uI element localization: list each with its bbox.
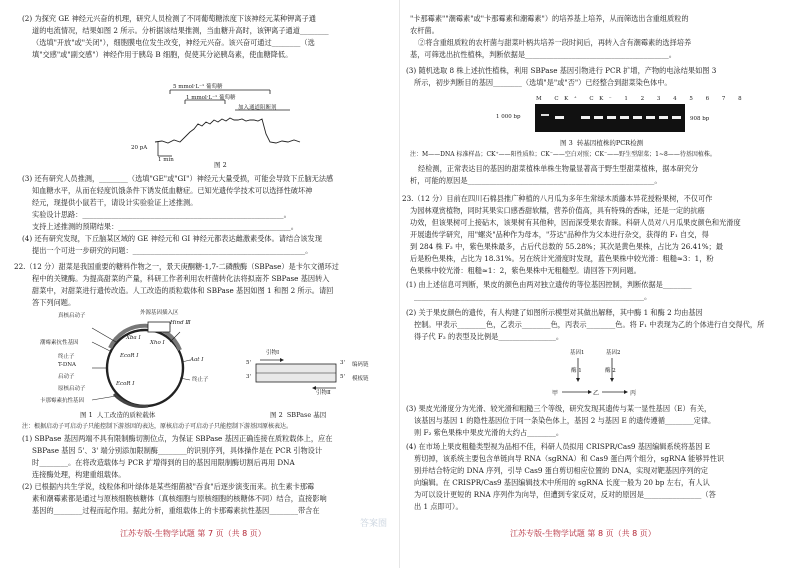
- gel-band-8: [672, 116, 681, 119]
- q22-2-cont-line-3: ②将含重组质粒的农杆菌与甜菜叶柄共培养一段时间后，再转入含有潮霉素的选择培养: [418, 38, 692, 47]
- gel-band-2: [594, 116, 603, 119]
- q23-line-3: 功效，但该果树可上接砧木，该果树有其他种，因而深受果农青睐。科研人员对八月瓜果皮颜色和光滑度: [410, 218, 741, 227]
- watermark-logo: 答案圈: [360, 519, 388, 529]
- q22-1-line-1: (1) SBPase 基因两端不具有限制酶切割位点，为保证 SBPase 基因正确连接在质粒载体上，应在: [22, 434, 333, 443]
- figure-note: 注：根据启动子可启动子只能控制下游基因的表达，原核启动子可启动子只能控制下游基因原核表达。: [22, 423, 293, 430]
- pathway-yi: 乙: [593, 390, 600, 397]
- plasmid-label-14: 原核启动子: [58, 386, 86, 392]
- gel-lane-labels: M CK⁺ CK⁻ 1 2 3 4 5 6 7 8: [536, 96, 748, 102]
- q21-3-line-4: 实验设计思路：________________________________________________________。: [32, 210, 291, 219]
- q21-4-line-2: 提出一个可进一步研究的问题：________________________________________________。: [32, 246, 313, 255]
- q22-2-line-1: (2) 已根据内共生学说，线粒体和叶绿体是某些细菌被"吞食"后逐步演变而来。抗生素卡那霉: [22, 482, 315, 491]
- q21-4-line-1: (4) 还有研究发现，下丘脑某区域的 GE 神经元和 GI 神经元都表达雌激素受体。请结合该发现: [22, 234, 322, 243]
- gene-label-5p-top: 5': [246, 360, 252, 366]
- q21-3-line-5: 支持上述推测的预期结果：________________________________________________。: [32, 222, 298, 231]
- gene-label-template: 模板链: [352, 376, 369, 382]
- plasmid-label-9: EcoR Ⅰ: [120, 353, 139, 359]
- plasmid-label-13: 卡那霉素抗性基因: [40, 398, 85, 404]
- plasmid-label-12: EcoR Ⅰ: [116, 381, 135, 387]
- q23-1-line-1: (1) 由上述信息可判断，果皮的颜色由两对独立遗传的等位基因控制，判断依据是________: [406, 280, 692, 289]
- plasmid-label-6: Aat Ⅰ: [190, 357, 204, 363]
- q23-line-6: 后是粉色果株，占比为 18.31%。另在统计光滑度时发现，蓝色果株中较光滑：粗糙≈3：1，粉: [410, 254, 714, 263]
- q22-3-line-2: 所示，初步判断目的基因________（选填"是"或"否"）已经整合到甜菜染色体中。: [414, 78, 672, 87]
- pathway-bing: 丙: [630, 390, 637, 397]
- gene-label-5p-bottom: 5': [340, 374, 346, 380]
- plasmid-label-0: 真核启动子: [58, 313, 86, 319]
- q21-3-line-1: (3) 还有研究人员推测，________（选填"GE"或"GI"）神经元大量受损，可能会导致下丘脑无法感: [22, 174, 334, 183]
- gel-marker-label: 1 000 bp: [496, 114, 521, 120]
- graph-label-1mmol: 1 mmol·L⁻¹ 葡萄糖: [186, 95, 236, 101]
- figure-1-caption: 图 1 人工改造的质粒载体: [80, 411, 156, 419]
- plasmid-label-4: Xba Ⅰ: [126, 335, 141, 341]
- q22-3-result-line-1: 经检测，正常表达目的基因的甜菜植株单株生物量显著高于野生型甜菜植株，据本研究分: [418, 164, 699, 173]
- q22-3-line-1: (3) 随机选取 8 株上述抗性植株，利用 SBPase 基因引物进行 PCR 扩增，产物的电泳结果如图 3: [406, 66, 717, 75]
- footer-page-8: 江苏专版-生物学试题 第 8 页（共 8 页）: [510, 529, 656, 538]
- q23-4-line-5: 为可以设计更短的 RNA 序列作为向导，但遭到专家反对，反对的原因是________________（答: [414, 490, 716, 499]
- q23-line-2: 为园林观赏植物，同时其果实口感香甜软糯，营养价值高，具有特殊的香味，还是一定的抗癌: [410, 206, 705, 215]
- graph-scale-x: 1 min: [158, 157, 174, 163]
- gene-label-coding: 编码链: [352, 362, 369, 368]
- gel-band-7: [659, 116, 668, 119]
- q23-4-line-6: 出 1 点即可）。: [414, 502, 463, 511]
- gel-image: [535, 104, 685, 132]
- plasmid-label-1: 外源基因插入区: [140, 310, 179, 316]
- gel-caption: 图 3 转基因植株的PCR检测: [560, 139, 644, 147]
- q21-2-line-3: （选填"开放"或"关闭"），细胞膜电位发生改变，神经元兴奋。该兴奋可通过________（选: [32, 38, 315, 47]
- figure-2-caption: 图 2 SBPase 基因: [270, 411, 327, 419]
- q23-line-7: 色果株中较光滑：粗糙≈1：2，紫色果株中无粗糙型。请回答下列问题。: [410, 266, 641, 275]
- q22-2-cont-line-2: 农杆菌。: [410, 26, 439, 35]
- gel-band-3: [607, 116, 616, 119]
- pathway-enzyme-1: 酶 1: [571, 368, 582, 374]
- pathway-enzyme-2: 酶 2: [605, 368, 616, 374]
- footer-page-7: 江苏专版-生物学试题 第 7 页（共 8 页）: [120, 529, 266, 538]
- q22-2-line-3: 基因的________过程而起作用。据此分析，重组载体上的卡那霉素抗性基因________带含在: [32, 506, 320, 515]
- q22-2-cont-line-4: 基，可筛选出抗性植株，判断依据是________________________________________。: [410, 50, 676, 59]
- q23-3-line-1: (3) 果皮光滑度分为光滑、较光滑和粗糙三个等级，研究发现其遗传与某一显性基因（E）有关，: [406, 404, 712, 413]
- q23-4-line-2: 剪切掉，该系统主要包含单链向导 RNA（sgRNA）和 Cas9 蛋白两个组分，sgRNA 能够异性识: [414, 454, 725, 463]
- q23-1-line-2: ________________________________________________________________。: [414, 292, 652, 301]
- gel-marker-band: [541, 114, 549, 116]
- q22-line-2: 程中的关键酶。为提高甜菜的产量，科研工作者利用农杆菌转化法将拟南芥 SBPase 基因转入: [32, 274, 330, 283]
- graph-scale-y: 20 pA: [131, 145, 148, 151]
- plasmid-label-11: 启动子: [58, 374, 75, 380]
- q21-2-line-1: (2) 为探究 GE 神经元兴奋的机理，研究人员检测了不同葡萄糖浓度下该神经元某种钾离子通: [22, 14, 316, 23]
- q22-1-line-2: SBPase 基因 5'、3' 端分别添加限制酶________的识别序列，具体操作是在 PCR 引物设计: [32, 446, 323, 455]
- gene-label-3p-bottom: 3': [246, 374, 252, 380]
- q22-line-3: 甜菜中，对甜菜进行遗传改造。人工改造的质粒载体和 SBPase 基因如图 1 和图 2 所示。请回: [32, 286, 334, 295]
- plasmid-label-5: Xho Ⅰ: [150, 340, 165, 346]
- gene-label-primer-1: 引物Ⅰ: [266, 350, 280, 356]
- graph-label-5mmol: 5 mmol·L⁻¹ 葡萄糖: [173, 84, 223, 90]
- q23-2-line-2: 控制。甲表示________色，乙表示________色，丙表示________色。将 F₁ 中表现为乙的个体进行自交得代，所: [414, 320, 765, 329]
- q23-3-line-2: 该基因与基因 1 的隐性基因位于同一条染色体上，基因 2 与基因 E 的遗传遵循________定律。: [414, 416, 716, 425]
- q22-line-4: 答下列问题。: [32, 298, 76, 307]
- gene-label-3p-top: 3': [340, 360, 346, 366]
- plasmid-label-7: 终止子: [58, 354, 75, 360]
- q23-line-4: 开展遗传学研究，用"螺炎"品种作为母本，"芬达"品种作为父本进行杂交，获得的 F₁ 自交，得: [410, 230, 709, 239]
- q23-4-line-1: (4) 在市场上果皮粗糙类型视为品相不佳，科研人员拟用 CRISPR/Cas9 基因编辑系统将基因 E: [406, 442, 710, 451]
- graph-label-blocker: 加入通道阻断剂: [238, 105, 277, 111]
- q23-4-line-4: 向编辑。在 CRISPR/Cas9 基因编辑技术中所用的 sgRNA 长度一般为 20 bp 左右，有人认: [414, 478, 710, 487]
- pathway-gene-1: 基因1: [570, 350, 585, 356]
- plasmid-label-3: 潮霉素抗性基因: [40, 340, 79, 346]
- gel-band-4: [620, 116, 629, 119]
- gel-band-label: 908 bp: [690, 116, 710, 122]
- page-8: [400, 0, 800, 568]
- q22-line-1: 22.（12 分）甜菜是我国重要的糖料作物之一，景天庚酮糖-1,7-二磷酸酶（SBPase）是卡尔文循环过: [14, 262, 339, 271]
- q23-4-line-3: 别并结合特定的 DNA 序列，引导 Cas9 蛋白剪切相应位置的 DNA，实现对靶基因序列的定: [414, 466, 708, 475]
- gel-band-1: [581, 116, 590, 119]
- q21-3-line-2: 知血糖水平，从而在轻度饥饿条件下诱发低血糖症。已知光遗传学技术可以选择性破坏神: [32, 186, 313, 195]
- q22-2-cont-line-1: "卡那霉素""潮霉素"或"卡那霉素和潮霉素"）的培养基上培养，从而筛选出含重组质粒的: [410, 14, 689, 23]
- pathway-gene-2: 基因2: [606, 350, 621, 356]
- gel-band-5: [633, 116, 642, 119]
- gel-band-ckplus: [555, 116, 564, 119]
- gel-note: 注：M——DNA 标准样品；CK⁺——阳性质粒；CK⁻——空白对照；CK⁻——野生型甜菜；1~8——待基因植株。: [410, 151, 716, 158]
- plasmid-label-8: T-DNA: [58, 362, 77, 368]
- q23-3-line-3: 则 F₂ 紫色果株中果皮光滑的大约占________。: [414, 428, 564, 437]
- gene-label-primer-2: 引物Ⅱ: [316, 390, 331, 396]
- q23-line-5: 到 284 株 F₂ 中，紫色果株最多，占后代总数的 55.28%；其次是黄色果株，占比为 26.41%；最: [410, 242, 723, 251]
- q22-1-line-3: 时________。在将改造载体与 PCR 扩增得到的目的基因用限制酶切割后再用 DNA: [32, 458, 295, 467]
- q22-2-line-2: 素和潮霉素都是通过与原核细胞核糖体（真核细胞与原核细胞的核糖体不同）结合，直接影响: [32, 494, 327, 503]
- figure-2-label: 图 2: [214, 161, 227, 169]
- q21-2-line-4: 填"交感"或"副交感"）神经作用于胰岛 B 细胞，促使其分泌胰岛素，使血糖降低。: [32, 50, 293, 59]
- plasmid-label-10: 终止子: [192, 377, 209, 383]
- q21-3-line-3: 经元，现提供小鼠若干，请设计实验验证上述推测。: [32, 198, 198, 207]
- q23-line-1: 23.（12 分）目前在四川石棉县推广种植的八月瓜为多年生常绿木质藤本异花授粉果树，不仅可作: [402, 194, 713, 203]
- q22-1-line-4: 连接酶处理，构建重组载体。: [32, 470, 126, 479]
- pathway-jia: 甲: [552, 390, 559, 397]
- q21-2-line-2: 道的电流情况，结果如图 2 所示。分析据该结果推测，当血糖升高时，该钾离子通道________: [32, 26, 329, 35]
- plasmid-label-2: Hind Ⅲ: [170, 320, 191, 326]
- q23-2-line-1: (2) 关于果皮颜色的遗传，有人构建了如图所示模型对其做出解释，其中酶 1 和酶 2 均由基因: [406, 308, 703, 317]
- q23-2-line-3: 得子代 F₂ 的表型及比例是________________。: [414, 332, 564, 341]
- q22-3-result-line-2: 析，可能的原因是____________________________________________________。: [410, 176, 662, 185]
- gel-band-6: [646, 116, 655, 119]
